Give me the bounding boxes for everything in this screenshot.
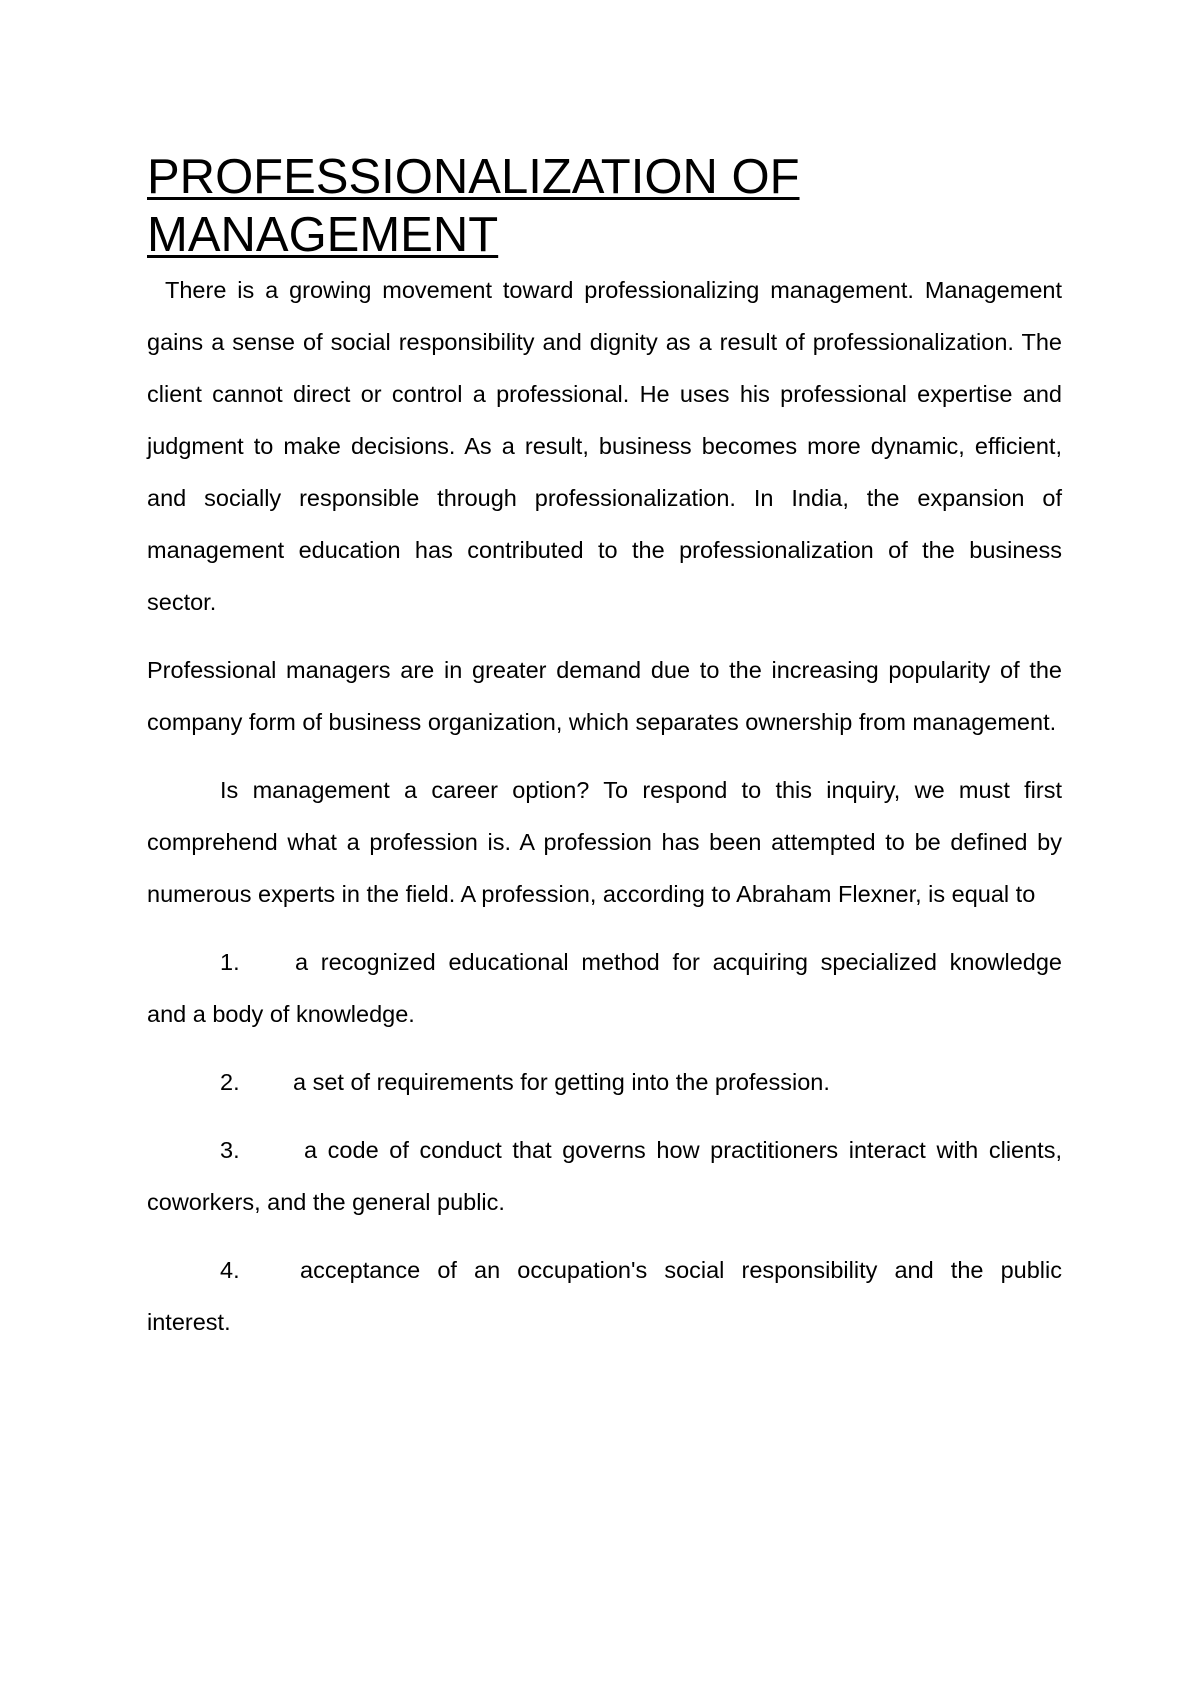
list-item-text: a code of conduct that governs how practitioners interact with clients, coworkers, and the general public.: [147, 1137, 1062, 1215]
list-item: [147, 1056, 1062, 1108]
list-item-number: 1.: [220, 949, 240, 975]
list-item: [147, 936, 1062, 1040]
list-item-number: 2.: [220, 1069, 240, 1095]
paragraph-2: Professional managers are in greater demand due to the increasing popularity of the company form of business organization, which separates ownership from management.: [147, 657, 1062, 735]
list-item-text: acceptance of an occupation's social responsibility and the public interest.: [147, 1257, 1062, 1335]
list-item-text: a recognized educational method for acquiring specialized knowledge and a body of knowledge.: [147, 949, 1062, 1027]
list-item-number: 4.: [220, 1257, 240, 1283]
paragraph-1: There is a growing movement toward professionalizing management. Management gains a sense of social responsibility and dignity as a result of professionalization. The client cannot direct or control a professional. He uses his professional expertise and judgment to make decisions. As a result, business becomes more dynamic, efficient, and socially responsible through professionalization. In India, the expansion of management education has contributed to the professionalization of the business sector.: [147, 277, 1062, 615]
list-item-text: a set of requirements for getting into the profession.: [293, 1069, 830, 1095]
title-line-2: MANAGEMENT: [147, 208, 499, 262]
list-item: [147, 1124, 1062, 1228]
document-title: [147, 148, 1062, 264]
list-item-number: 3.: [220, 1137, 240, 1163]
title-line-1: PROFESSIONALIZATION OF: [147, 150, 800, 204]
document-content: [147, 148, 1062, 1348]
paragraph-3: Is management a career option? To respond to this inquiry, we must first comprehend what a profession is. A profession has been attempted to be defined by numerous experts in the field. A profession, according to Abraham Flexner, is equal to: [147, 777, 1062, 907]
list-item: [147, 1244, 1062, 1348]
